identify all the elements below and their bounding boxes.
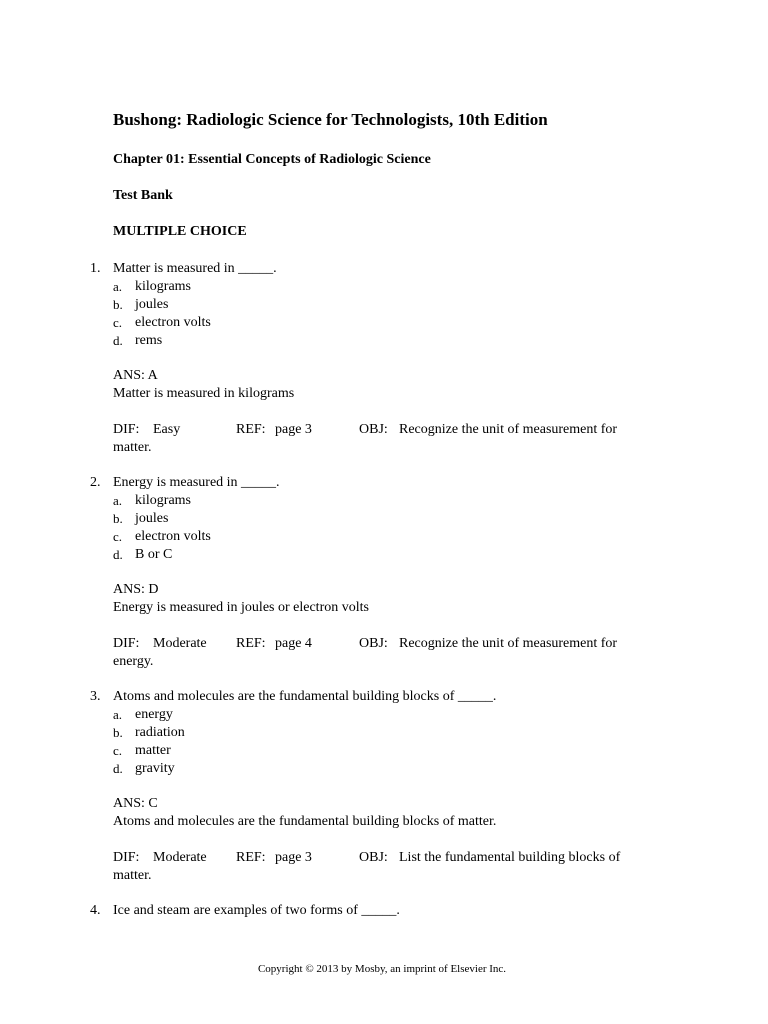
answer-explanation: Matter is measured in kilograms xyxy=(113,386,295,401)
copyright-footer xyxy=(0,963,768,975)
question-number: 4. xyxy=(90,903,101,918)
choice-text: electron volts xyxy=(135,315,211,330)
objective-label: OBJ: xyxy=(359,636,388,651)
choice-letter: c. xyxy=(113,529,123,544)
reference-value: page 4 xyxy=(275,636,312,651)
objective-label: OBJ: xyxy=(359,850,388,865)
objective-value: List the fundamental building blocks of xyxy=(399,850,621,865)
choice-letter: a. xyxy=(113,707,123,722)
choice-text: kilograms xyxy=(135,493,191,508)
answer-explanation: Energy is measured in joules or electron volts xyxy=(113,600,369,615)
objective-value: Recognize the unit of measurement for xyxy=(399,636,618,651)
choice-text: gravity xyxy=(135,761,175,776)
question-metadata xyxy=(113,849,653,885)
choice-letter: d. xyxy=(113,333,123,348)
objective-value: Recognize the unit of measurement for xyxy=(399,422,618,437)
objective-continued: energy. xyxy=(113,654,154,669)
choice-text: electron volts xyxy=(135,529,211,544)
choice-letter: d. xyxy=(113,547,123,562)
question-metadata xyxy=(113,421,653,457)
difficulty-value: Easy xyxy=(153,422,181,437)
chapter-heading: Chapter 01: Essential Concepts of Radiologic Science xyxy=(113,152,431,167)
question-text: Ice and steam are examples of two forms of _____. xyxy=(113,903,400,918)
reference-label: REF: xyxy=(236,636,266,651)
reference-value: page 3 xyxy=(275,850,312,865)
choice-text: joules xyxy=(135,297,169,312)
choice-letter: b. xyxy=(113,511,123,526)
choice-text: radiation xyxy=(135,725,185,740)
answer-explanation: Atoms and molecules are the fundamental building blocks of matter. xyxy=(113,814,497,829)
choice-letter: d. xyxy=(113,761,123,776)
difficulty-label: DIF: xyxy=(113,850,140,865)
reference-label: REF: xyxy=(236,422,266,437)
choice-letter: a. xyxy=(113,493,123,508)
choice-text: joules xyxy=(135,511,169,526)
answer-key: ANS: D xyxy=(113,582,159,597)
objective-continued: matter. xyxy=(113,440,152,455)
choice-text: B or C xyxy=(135,547,173,562)
objective-label: OBJ: xyxy=(359,422,388,437)
answer-key: ANS: C xyxy=(113,796,158,811)
difficulty-value: Moderate xyxy=(153,636,207,651)
choice-text: rems xyxy=(135,333,163,348)
question-text: Matter is measured in _____. xyxy=(113,261,277,276)
difficulty-label: DIF: xyxy=(113,636,140,651)
question-text: Atoms and molecules are the fundamental building blocks of _____. xyxy=(113,689,497,704)
choice-text: kilograms xyxy=(135,279,191,294)
objective-continued: matter. xyxy=(113,868,152,883)
answer-key: ANS: A xyxy=(113,368,158,383)
copyright-text: Copyright © 2013 by Mosby, an imprint of Elsevier Inc. xyxy=(257,963,507,975)
choice-letter: c. xyxy=(113,315,123,330)
choice-text: matter xyxy=(135,743,171,758)
section-heading: MULTIPLE CHOICE xyxy=(113,224,247,239)
choice-letter: a. xyxy=(113,279,123,294)
difficulty-value: Moderate xyxy=(153,850,207,865)
difficulty-label: DIF: xyxy=(113,422,140,437)
choice-letter: c. xyxy=(113,743,123,758)
choice-text: energy xyxy=(135,707,173,722)
question-number: 1. xyxy=(90,261,101,276)
question-number: 3. xyxy=(90,689,101,704)
reference-label: REF: xyxy=(236,850,266,865)
test-bank-heading: Test Bank xyxy=(113,188,173,203)
question-metadata xyxy=(113,635,653,671)
question-text: Energy is measured in _____. xyxy=(113,475,280,490)
choice-letter: b. xyxy=(113,297,123,312)
reference-value: page 3 xyxy=(275,422,312,437)
question-number: 2. xyxy=(90,475,101,490)
document-title: Bushong: Radiologic Science for Technologists, 10th Edition xyxy=(113,110,548,129)
choice-letter: b. xyxy=(113,725,123,740)
